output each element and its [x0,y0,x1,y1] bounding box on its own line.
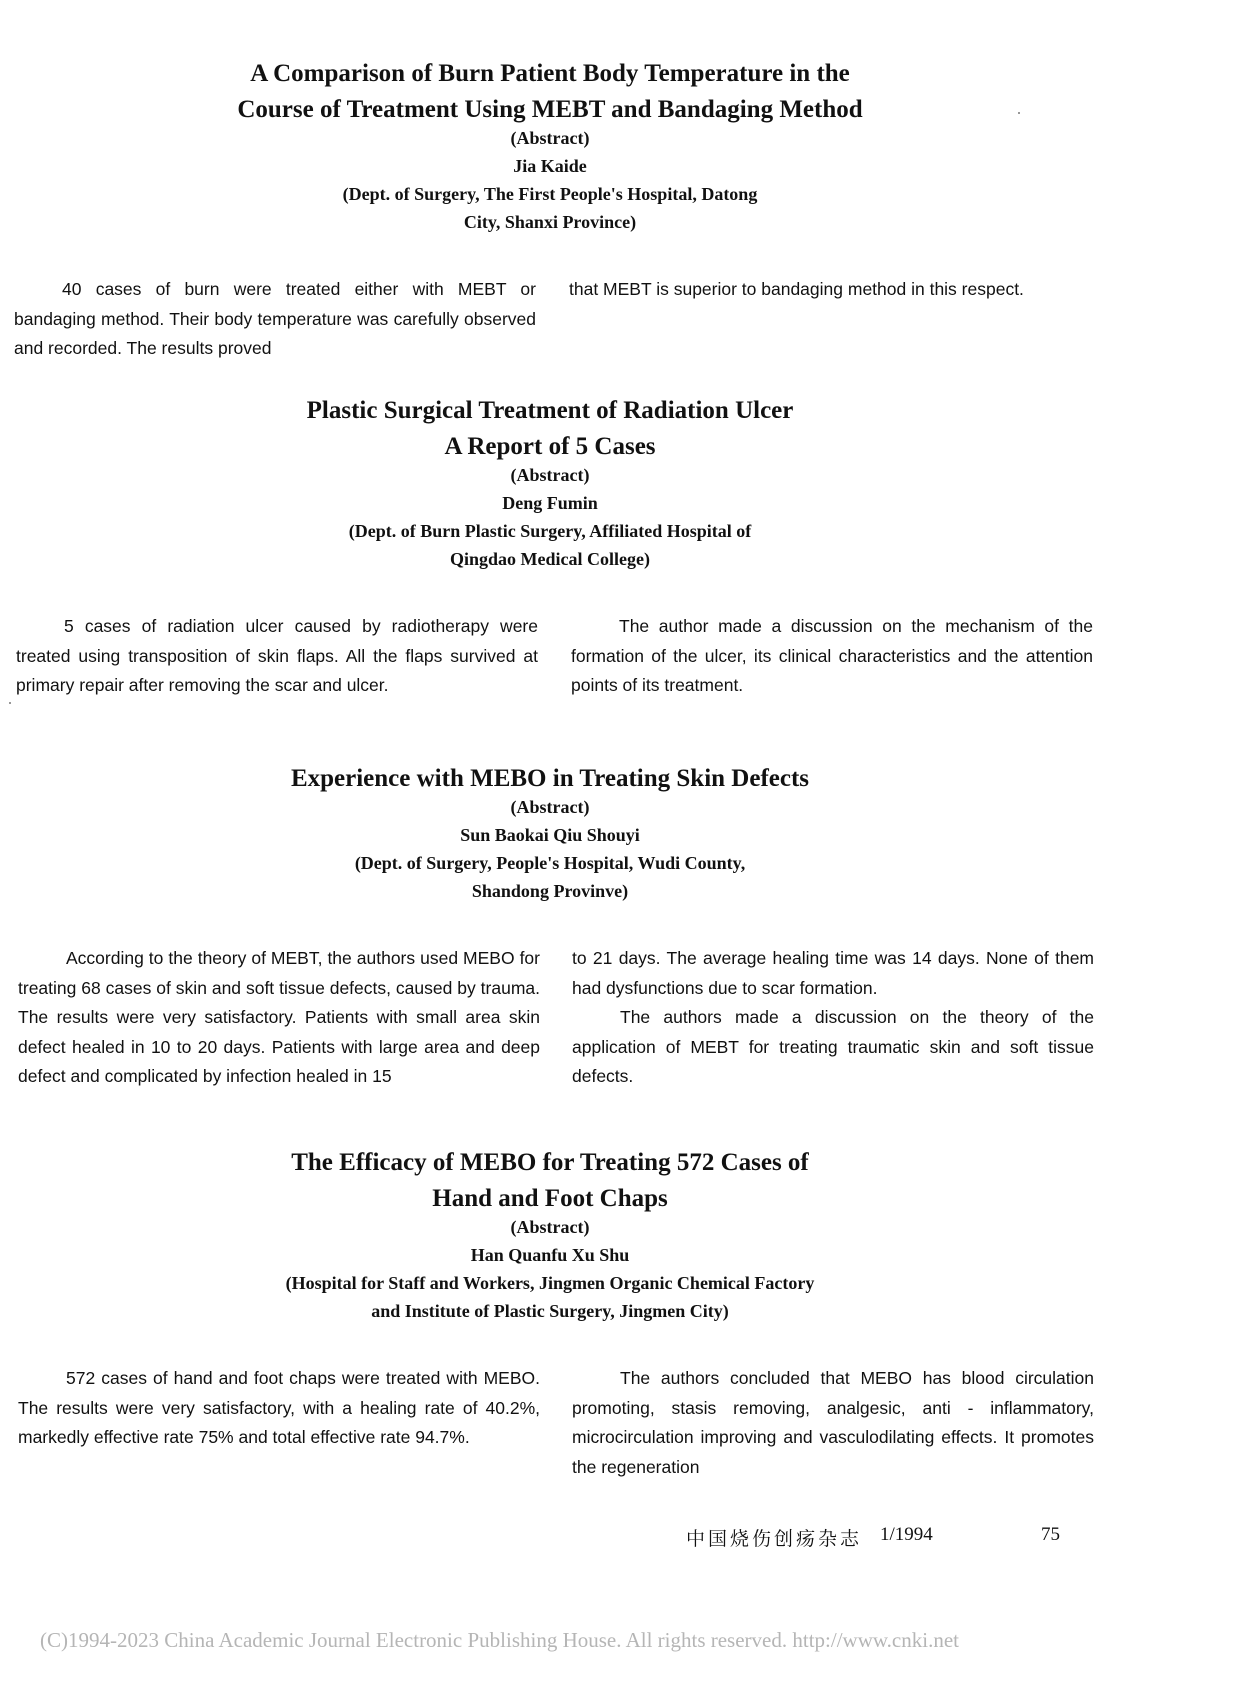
right-column [572,1364,1094,1482]
abstract-label: (Abstract) [510,128,590,148]
affiliation-line: (Dept. of Surgery, The First People's Hospital, Datong [342,184,758,204]
article-title-line: Plastic Surgical Treatment of Radiation Ulcer [306,397,794,424]
page-number: 75 [1041,1524,1060,1545]
copyright-notice: (C)1994-2023 China Academic Journal Electronic Publishing House. All rights reserved. http://www.cnki.net [40,1628,959,1652]
right-column [571,612,1093,701]
paragraph: The authors concluded that MEBO has blood circulation promoting, stasis removing, analgesic, anti - inflammatory, microcirculation improving and vasculodilating effects. It promotes the regeneration [572,1368,1094,1477]
author-line: Sun Baokai Qiu Shouyi [460,825,640,845]
abstract-label: (Abstract) [510,797,590,817]
article-title-line: Hand and Foot Chaps [432,1185,668,1212]
article-title-line: A Report of 5 Cases [444,433,656,460]
affiliation-line: Qingdao Medical College) [450,549,650,569]
left-column [14,275,536,364]
author-line: Jia Kaide [513,156,587,176]
affiliation-line: City, Shanxi Province) [463,212,637,232]
left-column [16,612,538,701]
affiliation-line: and Institute of Plastic Surgery, Jingmen City) [371,1301,729,1321]
affiliation-line: (Hospital for Staff and Workers, Jingmen Organic Chemical Factory [285,1273,815,1293]
affiliation-line: (Dept. of Surgery, People's Hospital, Wudi County, [354,853,746,873]
left-column [18,944,540,1092]
journal-name: 中国烧伤创疡杂志 [686,1529,863,1550]
author-line: Deng Fumin [502,493,598,513]
issue-number: 1/1994 [880,1524,933,1545]
page-footer [0,1524,1249,1554]
abstract-label: (Abstract) [510,1217,590,1237]
scan-speck [1018,112,1020,114]
author-line: Han Quanfu Xu Shu [470,1245,630,1265]
article-title-line: The Efficacy of MEBO for Treating 572 Cases of [291,1149,809,1176]
scan-speck [9,702,11,704]
paragraph: 572 cases of hand and foot chaps were treated with MEBO. The results were very satisfactory, with a healing rate of 40.2%, markedly effective rate 75% and total effective rate 94.7%. [18,1368,540,1447]
article-title-line: A Comparison of Burn Patient Body Temperature in the [250,60,850,87]
article-title-line: Course of Treatment Using MEBT and Bandaging Method [237,96,863,123]
abstract-label: (Abstract) [510,465,590,485]
left-column [18,1364,540,1453]
right-column [569,275,1091,305]
paragraph: that MEBT is superior to bandaging method in this respect. [569,279,1024,299]
paragraph: The authors made a discussion on the theory of the application of MEBT for treating traumatic skin and soft tissue defects. [572,1007,1094,1086]
paragraph: 5 cases of radiation ulcer caused by radiotherapy were treated using transposition of skin flaps. All the flaps survived at primary repair after removing the scar and ulcer. [16,616,538,695]
paragraph: to 21 days. The average healing time was 14 days. None of them had dysfunctions due to scar formation. [572,948,1094,998]
paragraph: 40 cases of burn were treated either with MEBT or bandaging method. Their body temperature was carefully observed and recorded. The results proved [14,279,536,358]
paragraph: The author made a discussion on the mechanism of the formation of the ulcer, its clinical characteristics and the attention points of its treatment. [571,616,1093,695]
article-title-line: Experience with MEBO in Treating Skin Defects [290,765,810,792]
affiliation-line: Shandong Provinve) [471,881,629,901]
paragraph: According to the theory of MEBT, the authors used MEBO for treating 68 cases of skin and soft tissue defects, caused by trauma. The results were very satisfactory. Patients with small area skin defect healed in 10 to 20 days. Patients with large area and deep defect and complicated by infection healed in 15 [18,948,540,1086]
affiliation-line: (Dept. of Burn Plastic Surgery, Affiliated Hospital of [348,521,752,541]
right-column [572,944,1094,1092]
